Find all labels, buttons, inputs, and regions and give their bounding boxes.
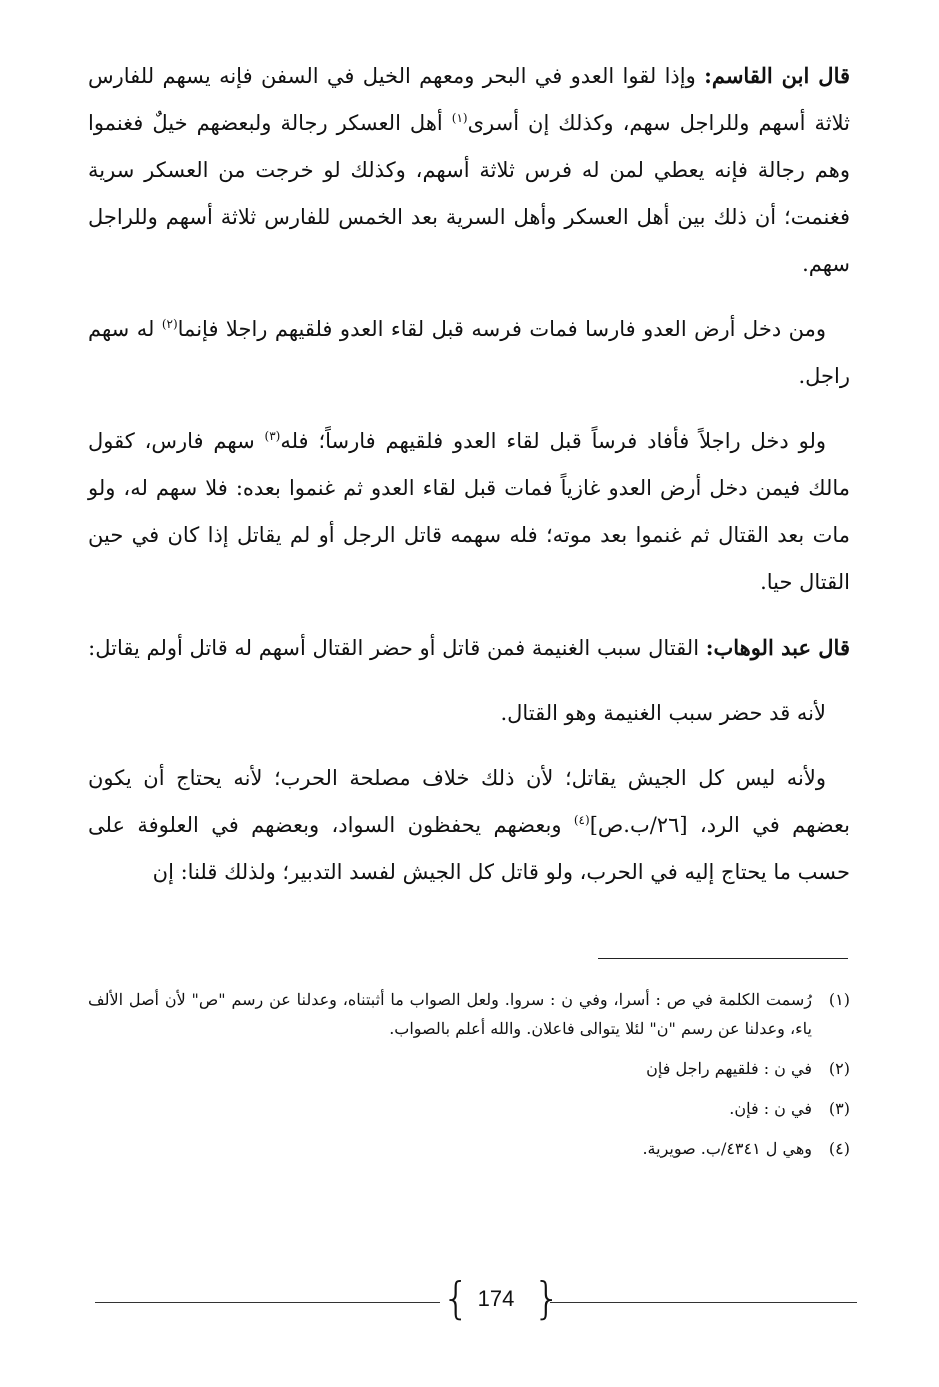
footnote-text: في ن : فإن.: [729, 1099, 812, 1118]
footnote-separator: [598, 958, 848, 959]
paragraph-text-continued: وبعضهم يحفظون السواد، وبعضهم في العلوفة على حسب ما يحتاج إليه في الحرب، ولو قاتل كل الجيش لفسد التدبير؛ ولذلك قلنا: إن: [88, 813, 850, 884]
paragraph-lead: قال عبد الوهاب:: [705, 635, 850, 660]
footnote-ref: (٤): [573, 813, 590, 827]
paragraph-3: [88, 418, 850, 606]
footnote-number: (٤): [828, 1139, 850, 1158]
paragraph-lead: قال ابن القاسم:: [704, 63, 851, 88]
page-number-bracket-left: {: [442, 1273, 470, 1324]
paragraph-text-continued: له سهم راجل.: [88, 317, 850, 388]
footer-rule-left: [95, 1302, 440, 1303]
paragraph-text: وإذا لقوا العدو في البحر ومعهم الخيل في السفن فإنه يسهم للفارس ثلاثة أسهم وللراجل سهم، وكذلك إن أسرى: [88, 64, 850, 135]
paragraph-text: ولو دخل راجلاً فأفاد فرساً قبل لقاء العدو فلقيهم فارساً؛ فله: [280, 429, 826, 453]
footer-rule-right: [550, 1302, 857, 1303]
paragraph-text: القتال سبب الغنيمة فمن قاتل أو حضر القتال أسهم له قاتل أولم يقاتل:: [88, 636, 706, 660]
paragraph-text: لأنه قد حضر سبب الغنيمة وهو القتال.: [500, 701, 826, 725]
footnote-ref: (٢): [161, 317, 178, 331]
footnote-4: [88, 1134, 850, 1163]
footnote-number: (٢): [828, 1059, 850, 1078]
footnote-text: وهي ل ٤٣٤١/ب. صويرية.: [642, 1139, 812, 1158]
footnote-2: [88, 1054, 850, 1083]
paragraph-text-continued: أهل العسكر رجالة ولبعضهم خيلٌ فغنموا وهم رجالة فإنه يعطي لمن له فرس ثلاثة أسهم، وكذلك لو خرجت من العسكر سرية فغنمت؛ أن ذلك بين أهل العسكر وأهل السرية بعد الخمس للفارس ثلاثة أسهم وللراجل سهم.: [88, 111, 850, 276]
paragraph-text: ولأنه ليس كل الجيش يقاتل؛ لأن ذلك خلاف مصلحة الحرب؛ لأنه يحتاج أن يكون بعضهم في الرد، [٢٦/ب.ص]: [88, 766, 850, 837]
page-number-bracket-right: }: [533, 1273, 561, 1324]
footnote-text: رُسمت الكلمة في ص : أسرا، وفي ن : سروا. ولعل الصواب ما أثبتناه، وعدلنا عن رسم "ص" لأن أصل الألف ياء، وعدلنا عن رسم "ن" لئلا يتوالى فاعلان. والله أعلم بالصواب.: [88, 990, 812, 1038]
footnote-text: في ن : فلقيهم راجل فإن: [646, 1059, 812, 1078]
paragraph-2: [88, 306, 850, 400]
paragraph-text: ومن دخل أرض العدو فارسا فمات فرسه قبل لقاء العدو فلقيهم راجلا فإنما: [177, 317, 827, 341]
footnote-1: [88, 985, 850, 1043]
footnote-ref: (٣): [264, 429, 281, 443]
footnotes: [88, 985, 850, 1174]
footnote-number: (٣): [828, 1099, 850, 1118]
paragraph-1: [88, 52, 850, 288]
paragraph-5: [88, 690, 850, 737]
paragraph-text-continued: سهم فارس، كقول مالك فيمن دخل أرض العدو غازياً فمات قبل لقاء العدو ثم غنموا بعده: فلا سهم له، ولو مات بعد القتال ثم غنموا بعد موته؛ فله سهمه قاتل الرجل أو لم يقاتل إذا كان في حين القتال حيا.: [88, 429, 850, 594]
page-footer: [95, 1272, 857, 1332]
paragraph-6: [88, 755, 850, 896]
footnote-3: [88, 1094, 850, 1123]
paragraph-4: [88, 624, 850, 672]
footnote-ref: (١): [451, 111, 468, 125]
page-number: 174: [477, 1286, 515, 1311]
footnote-number: (١): [828, 990, 850, 1009]
main-text: [88, 52, 850, 914]
